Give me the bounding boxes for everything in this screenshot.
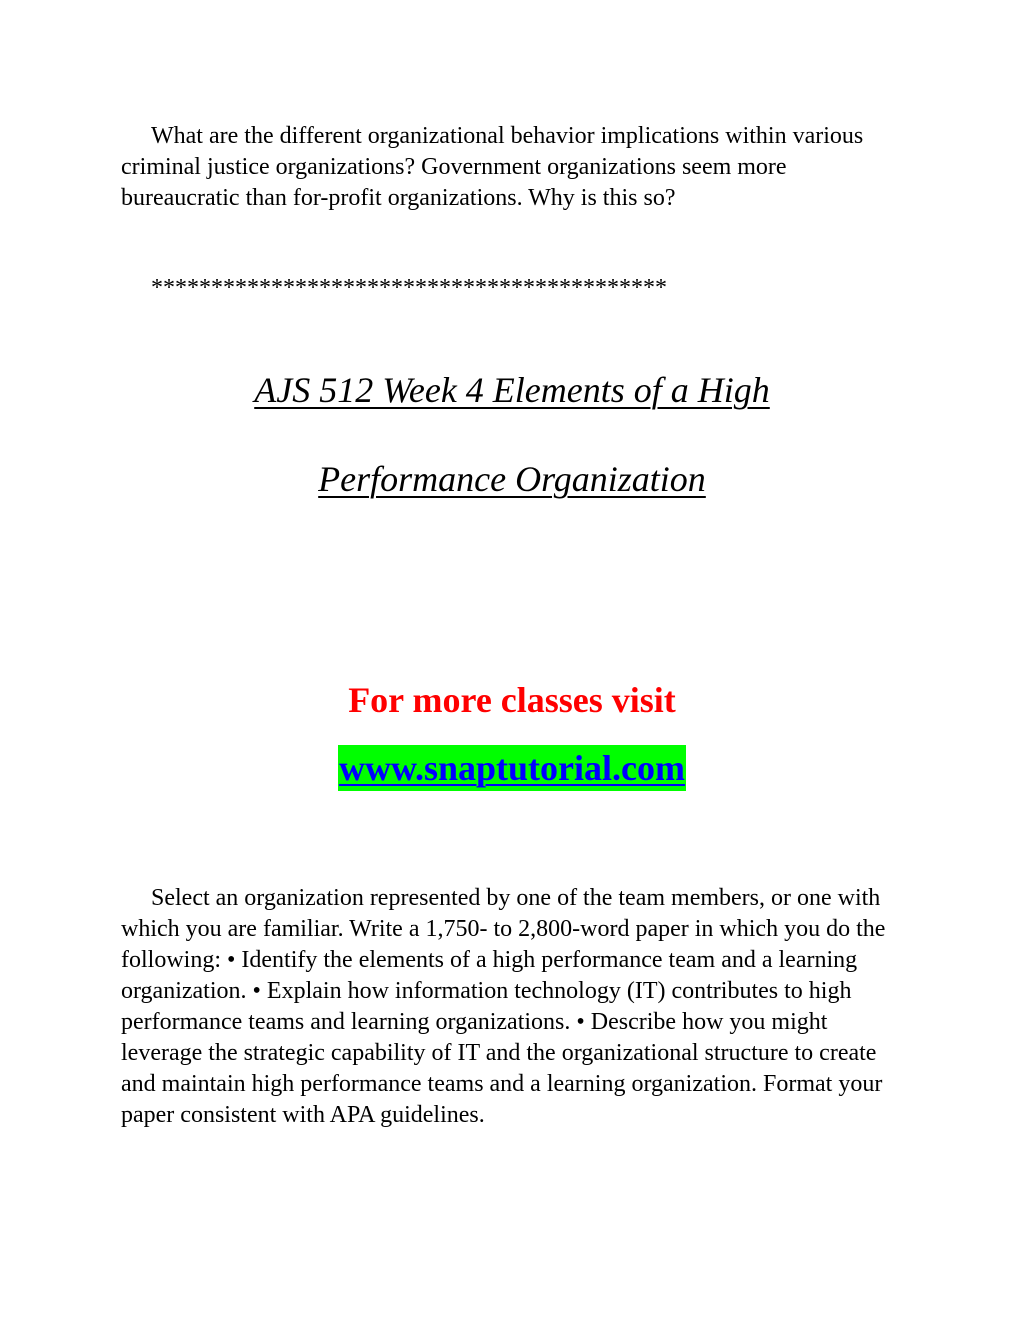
separator-asterisks: ******************************************* xyxy=(151,275,667,301)
promo-link-container xyxy=(0,745,1024,791)
title-text-1: AJS 512 Week 4 Elements of a High xyxy=(254,370,770,410)
document-title-line-1 xyxy=(0,368,1024,412)
intro-paragraph: What are the different organizational behavior implications within various criminal justice organizations? Government organizations seem more bureaucratic than for-profit organizations. Why is this so? xyxy=(121,123,864,211)
promo-heading: For more classes visit xyxy=(348,680,676,720)
website-link[interactable]: www.snaptutorial.com xyxy=(338,745,686,791)
document-title-line-2 xyxy=(0,457,1024,501)
title-text-2: Performance Organization xyxy=(318,459,706,499)
assignment-paragraph: Select an organization represented by one of the team members, or one with which you are familiar. Write a 1,750- to 2,800-word paper in which you do the following: • Identify the elements of a high performance team and a learning organization. • Explain how information technology (IT) contributes to high performance teams and learning organizations. • Describe how you might leverage the strategic capability of IT and the organizational structure to create and maintain high performance teams and a learning organization. Format your paper consistent with APA guidelines. xyxy=(121,885,886,1128)
